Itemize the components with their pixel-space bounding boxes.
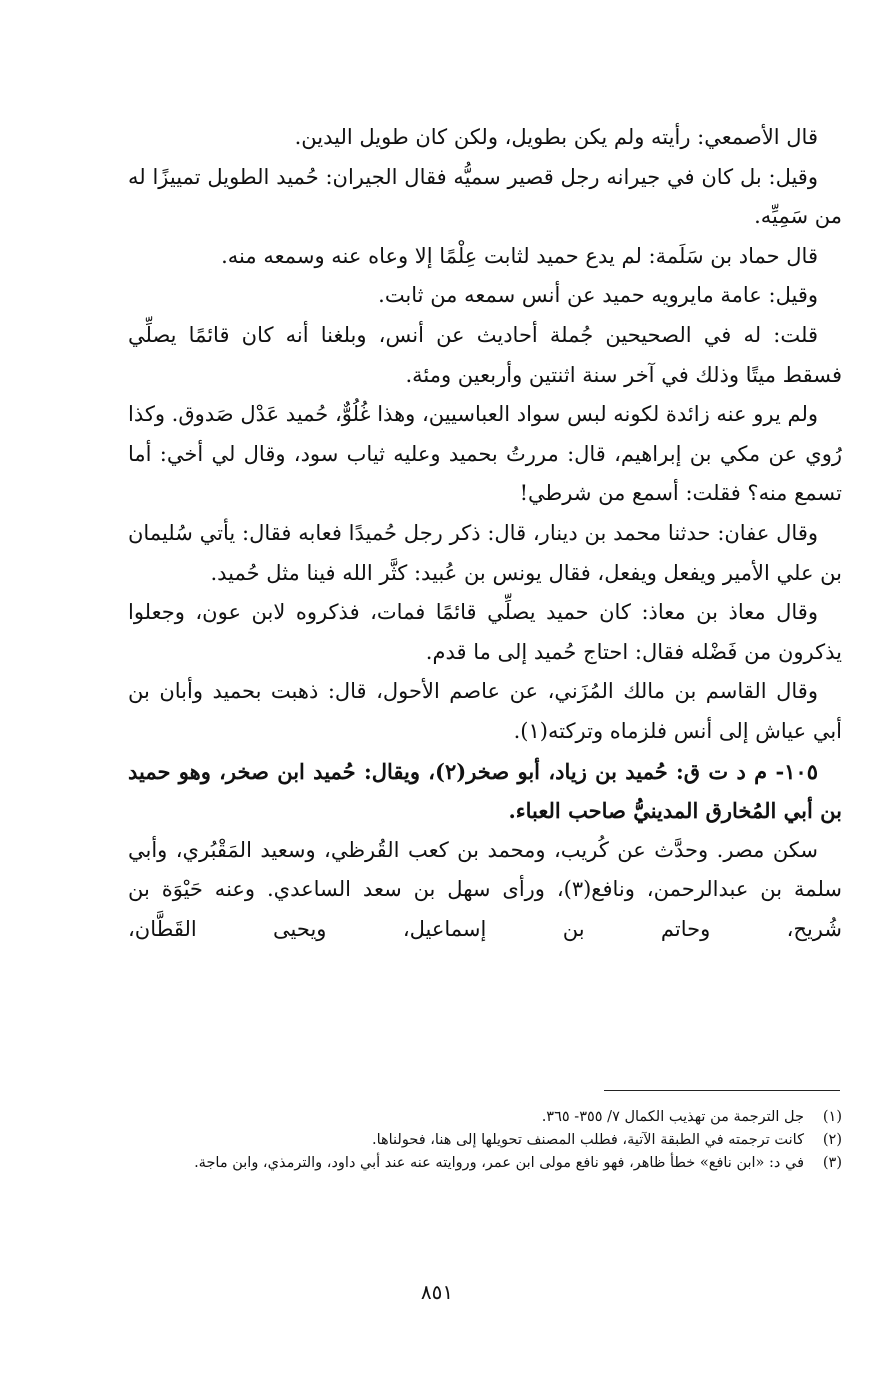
paragraph-zaida: ولم يرو عنه زائدة لكونه لبس سواد العباسيين، وهذا غُلُوٌّ، حُميد عَدْل صَدوق. وكذا رُوي عن مكي بن إبراهيم، قال: مررتُ بحميد وعليه ثياب سود، وقال لي أخي: أما تسمع منه؟ فقلت: أسمع من شرطي! — [128, 402, 842, 506]
footnote-text: في د: «ابن نافع» خطأ ظاهر، فهو نافع مولى ابن عمر، وروايته عنه عند أبي داود، والترمذي، وابن ماجة. — [194, 1155, 804, 1171]
footnote-2 — [128, 1129, 842, 1152]
paragraph-affan: وقال عفان: حدثنا محمد بن دينار، قال: ذكر رجل حُميدًا فعابه فقال: يأتي سُليمان بن علي الأمير ويفعل ويفعل، فقال يونس بن عُبيد: كثَّر الله فينا مثل حُميد. — [128, 520, 842, 585]
footnotes — [128, 1106, 842, 1175]
footnote-number: (٣) — [822, 1155, 842, 1171]
page-number: ٨٥١ — [420, 1280, 454, 1304]
paragraph-qasim: وقال القاسم بن مالك المُزَني، عن عاصم الأحول، قال: ذهبت بحميد وأبان بن أبي عياش إلى أنس فلزماه وتركته(١). — [128, 679, 842, 743]
paragraph-hammad: قال حماد بن سَلَمة: لم يدع حميد لثابت عِلْمًا إلا وعاه عنه وسمعه منه. — [221, 243, 818, 268]
footnote-text: جل الترجمة من تهذيب الكمال ٧/ ٣٥٥- ٣٦٥. — [541, 1109, 804, 1125]
paragraph-sahihayn: قلت: له في الصحيحين جُملة أحاديث عن أنس، وبلغنا أنه كان قائمًا يصلِّي فسقط ميتًا وذلك في آخر سنة اثنتين وأربعين ومئة. — [128, 322, 842, 387]
paragraph-asmai: قال الأصمعي: رأيته ولم يكن بطويل، ولكن كان طويل اليدين. — [294, 125, 818, 149]
paragraph-thabit: وقيل: عامة مايرويه حميد عن أنس سمعه من ثابت. — [378, 283, 818, 308]
main-text — [128, 118, 842, 949]
paragraph-muadh: وقال معاذ بن معاذ: كان حميد يصلِّي قائمًا فمات، فذكروه لابن عون، وجعلوا يذكرون من فَضْله فقال: احتاج حُميد إلى ما قدم. — [128, 600, 842, 664]
footnote-number: (٢) — [822, 1132, 842, 1148]
paragraph-neighbor: وقيل: بل كان في جيرانه رجل قصير سميُّه فقال الجيران: حُميد الطويل تمييزًا له من سَمِيِّه. — [128, 164, 842, 229]
footnote-divider — [604, 1090, 840, 1091]
footnote-1 — [128, 1106, 842, 1129]
footnote-3 — [128, 1152, 842, 1175]
footnote-text: كانت ترجمته في الطبقة الآتية، فطلب المصنف تحويلها إلى هنا، فحولناها. — [371, 1132, 804, 1148]
footnote-number: (١) — [822, 1109, 842, 1125]
entry-heading-105: ١٠٥- م د ت ق: حُميد بن زياد، أبو صخر(٢)، ويقال: حُميد ابن صخر، وهو حميد بن أبي المُخارق المدينيُّ صاحب العباء. — [128, 758, 842, 824]
paragraph-egypt: سكن مصر. وحدَّث عن كُريب، ومحمد بن كعب القُرظي، وسعيد المَقْبُري، وأبي سلمة بن عبدالرحمن، ونافع(٣)، ورأى سهل بن سعد الساعدي. وعنه حَيْوَة بن شُريح، وحاتم بن إسماعيل، ويحيى القَطَّان، — [128, 837, 842, 941]
